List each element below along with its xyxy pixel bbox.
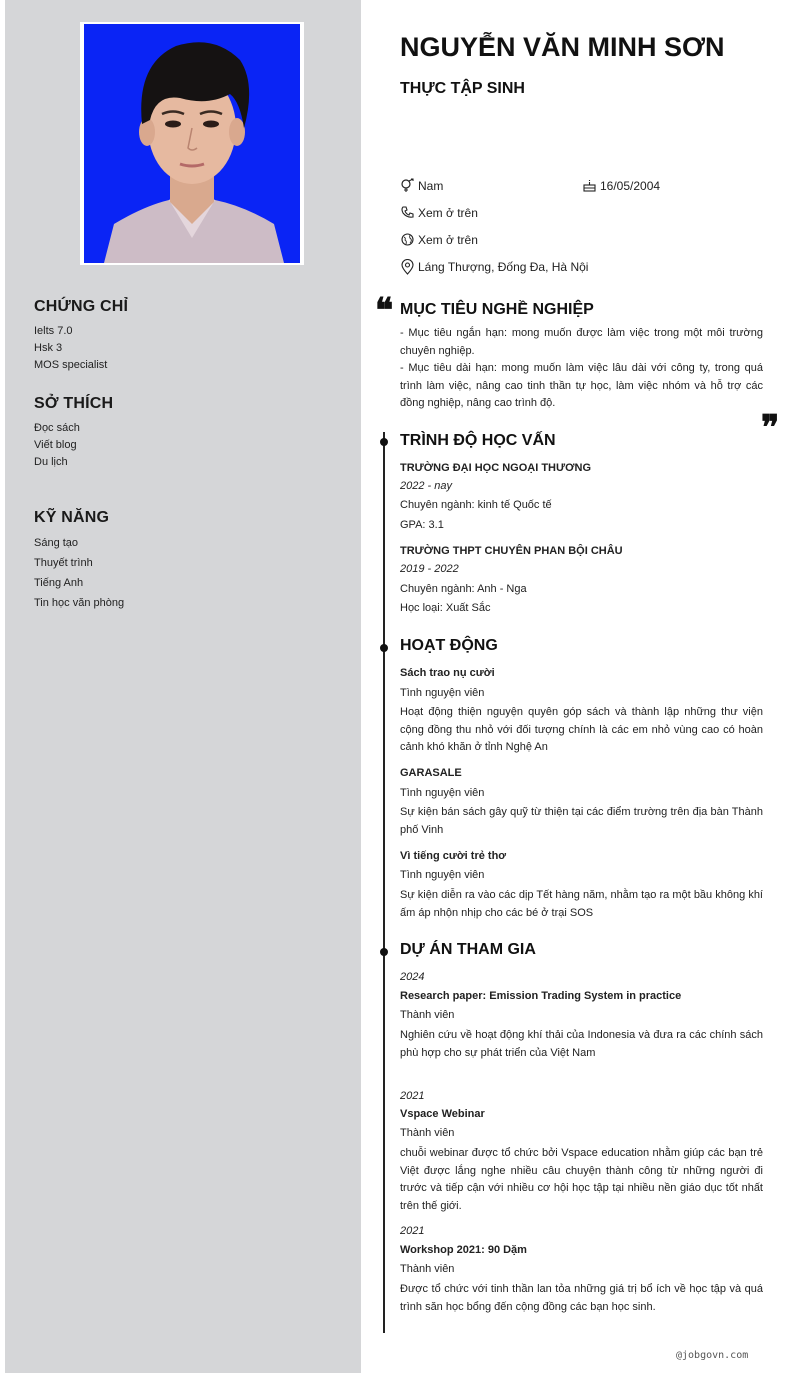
school-name: TRƯỜNG ĐẠI HỌC NGOẠI THƯƠNG [400, 462, 592, 474]
timeline-dot [380, 948, 388, 956]
project-role: Thành viên [400, 1009, 455, 1021]
project-year: 2024 [400, 971, 425, 983]
activity-role: Tình nguyện viên [400, 687, 485, 699]
job-title: THỰC TẬP SINH [400, 80, 525, 97]
project-role: Thành viên [400, 1127, 455, 1139]
project-name: Vspace Webinar [400, 1108, 485, 1120]
activity-name: Vì tiếng cười trẻ thơ [400, 850, 507, 862]
globe-icon [400, 232, 415, 247]
project-desc: Nghiên cứu về hoạt động khí thải của Indonesia và đưa ra các chính sách phù hợp cho sự phát triển của Việt Nam [400, 1029, 763, 1059]
objective-line: - Mục tiêu ngắn hạn: mong muốn được làm việc trong một môi trường chuyên nghiệp. [400, 327, 763, 357]
school-result: Học loại: Xuất Sắc [400, 602, 491, 614]
activity-name: GARASALE [400, 767, 462, 779]
close-quote-icon: ❞ [761, 408, 780, 448]
certificate-item: Hsk 3 [34, 342, 63, 354]
project-desc: chuỗi webinar được tổ chức bởi Vspace education nhằm giúp các bạn trẻ Việt được lắng nghe nhiều câu chuyện thành công từ những người đi trước và tiếp cận với nhiều cơ hội học tập tại nhiều nền giáo dục tốt nhất trên thế giới. [400, 1147, 763, 1212]
school-period: 2019 - 2022 [400, 563, 459, 575]
full-name: NGUYỄN VĂN MINH SƠN [400, 32, 725, 62]
activity-desc: Hoạt động thiện nguyện quyên góp sách và thành lập những thư viện cộng đồng thu nhỏ với đối tượng chính là các em nhỏ vùng cao có hoàn cảnh khó khăn ở tỉnh Nghệ An [400, 706, 763, 753]
project-name: Research paper: Emission Trading System in practice [400, 990, 682, 1002]
birthdate-row [582, 178, 660, 193]
phone-value: Xem ở trên [418, 205, 478, 220]
school-major: Chuyên ngành: kinh tế Quốc tế [400, 499, 552, 511]
address-value: Láng Thượng, Đống Đa, Hà Nội [418, 260, 589, 274]
skill-item: Sáng tạo [34, 537, 79, 549]
school-period: 2022 - nay [400, 480, 452, 492]
timeline-dot [380, 644, 388, 652]
projects-title: DỰ ÁN THAM GIA [400, 941, 536, 958]
hobby-item: Đọc sách [34, 422, 80, 434]
activity-role: Tình nguyện viên [400, 869, 485, 881]
gender-value: Nam [418, 178, 444, 193]
hobby-item: Viết blog [34, 439, 77, 451]
project-year: 2021 [400, 1225, 425, 1237]
location-pin-icon [400, 259, 415, 275]
activities-title: HOẠT ĐỘNG [400, 637, 498, 654]
address-row [400, 259, 588, 275]
profile-photo [84, 24, 300, 263]
skill-item: Tin học văn phòng [34, 597, 125, 609]
skill-item: Thuyết trình [34, 557, 93, 569]
objective-line: - Mục tiêu dài hạn: mong muốn làm việc lâu dài với công ty, trong quá trình làm việc, nâng cao tinh thần tự học, làm việc nhóm và hỗ trợ các đồng nghiệp, nâng cao trình độ. [400, 362, 763, 409]
website-value: Xem ở trên [418, 232, 478, 247]
school-major: Chuyên ngành: Anh - Nga [400, 583, 527, 595]
project-desc: Được tổ chức với tinh thần lan tỏa những giá trị bổ ích về học tập và quá trình săn học bổng đến cộng đồng các bạn học sinh. [400, 1283, 763, 1313]
certificates-title: CHỨNG CHỈ [34, 298, 129, 315]
project-year: 2021 [400, 1090, 425, 1102]
skill-item: Tiếng Anh [34, 577, 84, 589]
project-role: Thành viên [400, 1263, 455, 1275]
timeline-line [383, 432, 385, 1333]
certificate-item: MOS specialist [34, 359, 108, 371]
website-row [400, 232, 478, 247]
activity-desc: Sự kiện bán sách gây quỹ từ thiện tại các điểm trường trên địa bàn Thành phố Vinh [400, 806, 763, 836]
phone-icon [400, 205, 415, 220]
profile-photo-frame [80, 22, 304, 265]
hobbies-section [34, 395, 113, 468]
activity-name: Sách trao nụ cười [400, 667, 495, 679]
cake-icon [582, 178, 597, 193]
birthdate-value: 16/05/2004 [600, 178, 661, 193]
timeline-dot [380, 438, 388, 446]
watermark: @jobgovn.com [676, 1350, 749, 1361]
activity-role: Tình nguyện viên [400, 787, 485, 799]
certificates-section [34, 298, 128, 371]
gender-icon [400, 178, 415, 193]
open-quote-icon: ❝ [375, 291, 394, 331]
hobby-item: Du lịch [34, 456, 68, 468]
school-result: GPA: 3.1 [400, 519, 444, 531]
activity-desc: Sự kiện diễn ra vào các dịp Tết hàng năm, nhằm tạo ra một bầu không khí ấm áp nhộn nhịp cho các bé ở trại SOS [400, 889, 763, 919]
skills-title: KỸ NĂNG [34, 509, 110, 526]
main-content [361, 0, 800, 1373]
education-title: TRÌNH ĐỘ HỌC VẤN [400, 432, 556, 449]
school-name: TRƯỜNG THPT CHUYÊN PHAN BỘI CHÂU [400, 545, 623, 557]
certificate-item: Ielts 7.0 [34, 325, 73, 337]
hobbies-title: SỞ THÍCH [34, 395, 114, 412]
project-name: Workshop 2021: 90 Dặm [400, 1244, 527, 1256]
skills-section [34, 509, 124, 609]
phone-row [400, 205, 478, 220]
sidebar [5, 0, 361, 1373]
objective-title: MỤC TIÊU NGHỀ NGHIỆP [400, 301, 594, 318]
gender-row [400, 178, 443, 193]
